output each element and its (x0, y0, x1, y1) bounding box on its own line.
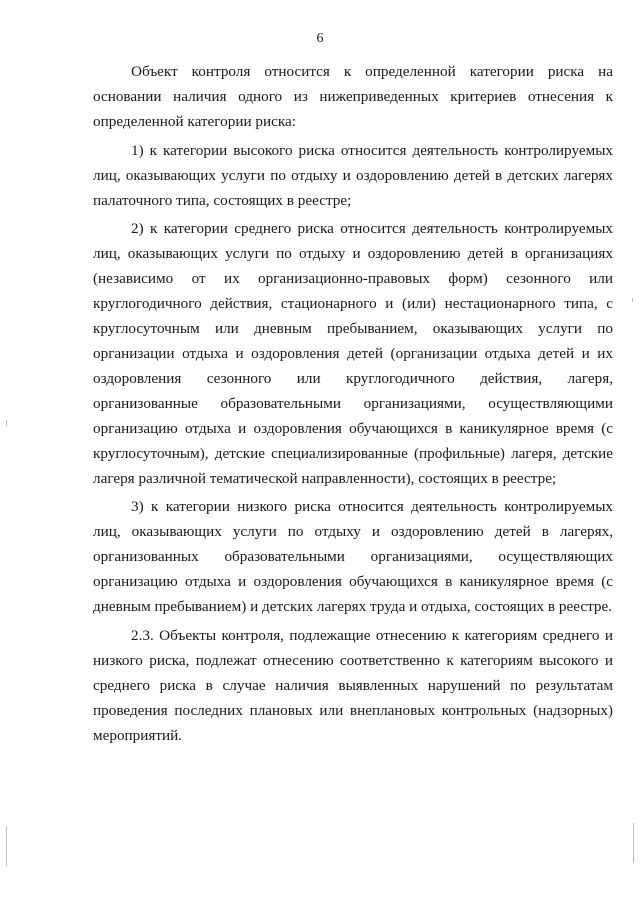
paragraph-high-risk: 1) к категории высокого риска относится деятельность контролируемых лиц, оказывающих услуги по отдыху и оздоровлению детей в детских лагерях палаточного типа, состоящих в реестре; (93, 141, 613, 209)
scan-mark (632, 298, 633, 302)
paragraph-low-risk: 3) к категории низкого риска относится деятельность контролируемых лиц, оказывающих услуги по отдыху и оздоровлению детей в лагерях, организованных образовательными организациями, осуществляющих организацию отдыха и оздоровления обучающихся в каникулярное время (с дневным пребыванием) и детских лагерях труда и отдыха, состоящих в реестре. (93, 498, 613, 616)
scan-mark (6, 420, 7, 426)
paragraph-2-3: 2.3. Объекты контроля, подлежащие отнесению к категориям среднего и низкого риска, подлежат отнесению соответственно к категориям высокого и среднего риска в случае наличия выявленных нарушений по результатам проведения последних плановых или внеплановых контрольных (надзорных) мероприятий. (93, 626, 613, 744)
scan-mark (6, 826, 7, 866)
paragraph-intro: Объект контроля относится к определенной категории риска на основании наличия одного из нижеприведенных критериев отнесения к определенной категории риска: (93, 63, 613, 130)
page-number: 6 (316, 31, 324, 46)
scan-mark (633, 823, 634, 863)
document-body (93, 60, 613, 748)
paragraph-medium-risk: 2) к категории среднего риска относится деятельность контролируемых лиц, оказывающих услуги по отдыху и оздоровлению детей в организациях (независимо от их организационно-правовых форм) сезонного или круглогодичного действия, стационарного и (или) нестационарного типа, с круглосуточным или дневным пребыванием, оказывающих услуги по организации отдыха и оздоровления детей (организации отдыха детей и их оздоровления сезонного или круглогодичного действия, лагеря, организованные образовательными организациями, осуществляющими организацию отдыха и оздоровления обучающихся в каникулярное время (с круглосуточным), детские специализированные (профильные) лагеря, детские лагеря различной тематической направленности), состоящих в реестре; (93, 220, 613, 487)
